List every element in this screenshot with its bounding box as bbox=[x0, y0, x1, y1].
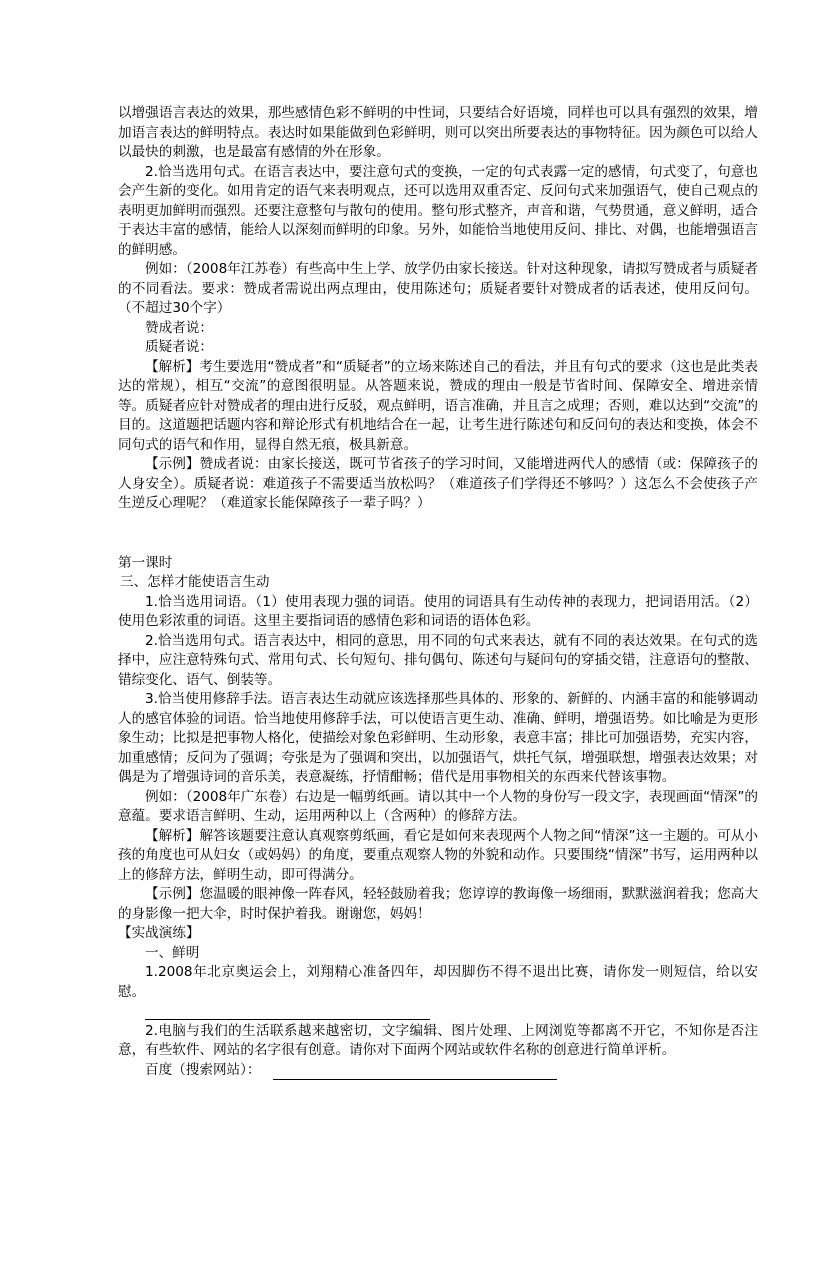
spacer bbox=[118, 514, 758, 554]
example-paragraph: 【示例】您温暖的眼神像一阵春风，轻轻鼓励着我；您谆谆的教诲像一场细雨，默默滋润着我；您高大的身影像一把大伞，时时保护着我。谢谢您，妈妈！ bbox=[118, 886, 758, 922]
analysis-paragraph: 【解析】考生要选用“赞成者”和“质疑者”的立场来陈述自己的看法，并且有句式的要求（这也是此类表达的常规），相互“交流”的意图很明显。从答题来说，赞成的理由一般是节省时间、保障安全、增进亲情等。质疑者应针对赞成者的理由进行反驳，观点鲜明，语言准确，并且言之成理；否则，难以达到“交流”的目的。这道题把话题内容和辩论形式有机地结合在一起，让考生进行陈述句和反问句的表达和变换，体会不同句式的语气和作用，显得自然无痕，极具新意。 bbox=[118, 358, 758, 453]
practice-subtitle: 一、鲜明 bbox=[145, 944, 200, 961]
answer-label-questioner: 质疑者说： bbox=[145, 339, 213, 355]
question-2: 2.电脑与我们的生活联系越来越密切，文字编辑、图片处理、上网浏览等都离不开它，不知你是否注意，有些软件、网站的名字很有创意。请你对下面两个网站或软件名称的创意进行简单评析。 bbox=[118, 1022, 758, 1058]
answer-label-supporter: 赞成者说： bbox=[145, 319, 213, 336]
question-1: 1.2008年北京奥运会上，刘翔精心准备四年，却因脚伤不得不退出比赛，请你发一则短信，给以安慰。 bbox=[118, 964, 758, 1000]
answer-line bbox=[145, 1005, 430, 1020]
paragraph: 2.恰当选用句式。语言表达中，相同的意思，用不同的句式来表达，就有不同的表达效果。在句式的选择中，应注意特殊句式、常用句式、长句短句、排句偶句、陈述句与疑问句的穿插交错，注意语句的整散、错综变化、语气、倒装等。 bbox=[118, 632, 758, 688]
section-heading: 三、怎样才能使语言生动 bbox=[120, 574, 270, 590]
answer-line bbox=[273, 1064, 557, 1080]
paragraph: 3.恰当使用修辞手法。语言表达生动就应该选择那些具体的、形象的、新鲜的、内涵丰富的和能够调动人的感官体验的词语。恰当地使用修辞手法，可以使语言更生动、准确、鲜明，增强语势。如比喻是为更形象生动；比拟是把事物人格化，使描绘对象色彩鲜明、生动形象，表意丰富；排比可加强语势，充实内容，加重感情；反问为了强调；夸张是为了强调和突出，以加强语气，烘托气氛，增强联想，增强表达效果；对偶是为了增强诗词的音乐美，表意凝练，抒情酣畅；借代是用事物相关的东西来代替该事物。 bbox=[118, 691, 758, 785]
practice-title: 【实战演练】 bbox=[118, 925, 200, 941]
question-2-item-label: 百度（搜索网站）： bbox=[145, 1061, 261, 1078]
document-body bbox=[118, 104, 758, 1080]
paragraph: 2.恰当选用句式。在语言表达中，要注意句式的变换，一定的句式表露一定的感情，句式变了，句意也会产生新的变化。如用肯定的语气来表明观点，还可以选用双重否定、反问句式来加强语气，使自己观点的表明更加鲜明而强烈。还要注意整句与散句的使用。整句形式整齐，声音和谐，气势贯通，意义鲜明，适合于表达丰富的感情，能给人以深刻而鲜明的印象。另外，如能恰当地使用反问、排比、对偶，也能增强语言的鲜明感。 bbox=[118, 163, 758, 258]
example-paragraph: 【示例】赞成者说：由家长接送，既可节省孩子的学习时间，又能增进两代人的感情（或：保障孩子的人身安全）。质疑者说：难道孩子不需要适当放松吗？（难道孩子们学得还不够吗？）这怎么不会使孩子产生逆反心理呢？（难道家长能保障孩子一辈子吗？） bbox=[118, 456, 758, 511]
paragraph: 例如：（2008年江苏卷）有些高中生上学、放学仍由家长接送。针对这种现象，请拟写赞成者与质疑者的不同看法。要求：赞成者需说出两点理由，使用陈述句；质疑者要针对赞成者的话表述，使用反问句。（不超过30个字） bbox=[118, 261, 758, 316]
lesson-heading: 第一课时 bbox=[118, 554, 173, 571]
question-2-item bbox=[118, 1061, 758, 1081]
analysis-paragraph: 【解析】解答该题要注意认真观察剪纸画，看它是如何来表现两个人物之间“情深”这一主题的。可从小孩的角度也可从妇女（或妈妈）的角度，要重点观察人物的外貌和动作。只要围绕“情深”书写，运用两种以上的修辞方法，鲜明生动，即可得满分。 bbox=[118, 827, 758, 883]
paragraph: 以增强语言表达的效果，那些感情色彩不鲜明的中性词，只要结合好语境，同样也可以具有强烈的效果，增加语言表达的鲜明特点。表达时如果能做到色彩鲜明，则可以突出所要表达的事物特征。因为颜色可以给人以最快的刺激，也是最富有感情的外在形象。 bbox=[118, 105, 758, 160]
paragraph: 1.恰当选用词语。（1）使用表现力强的词语。使用的词语具有生动传神的表现力，把词语用活。（2）使用色彩浓重的词语。这里主要指词语的感情色彩和词语的语体色彩。 bbox=[118, 593, 758, 629]
paragraph: 例如：（2008年广东卷）右边是一幅剪纸画。请以其中一个人物的身份写一段文字，表现画面“情深”的意蕴。要求语言鲜明、生动，运用两种以上（含两种）的修辞方法。 bbox=[118, 788, 758, 824]
